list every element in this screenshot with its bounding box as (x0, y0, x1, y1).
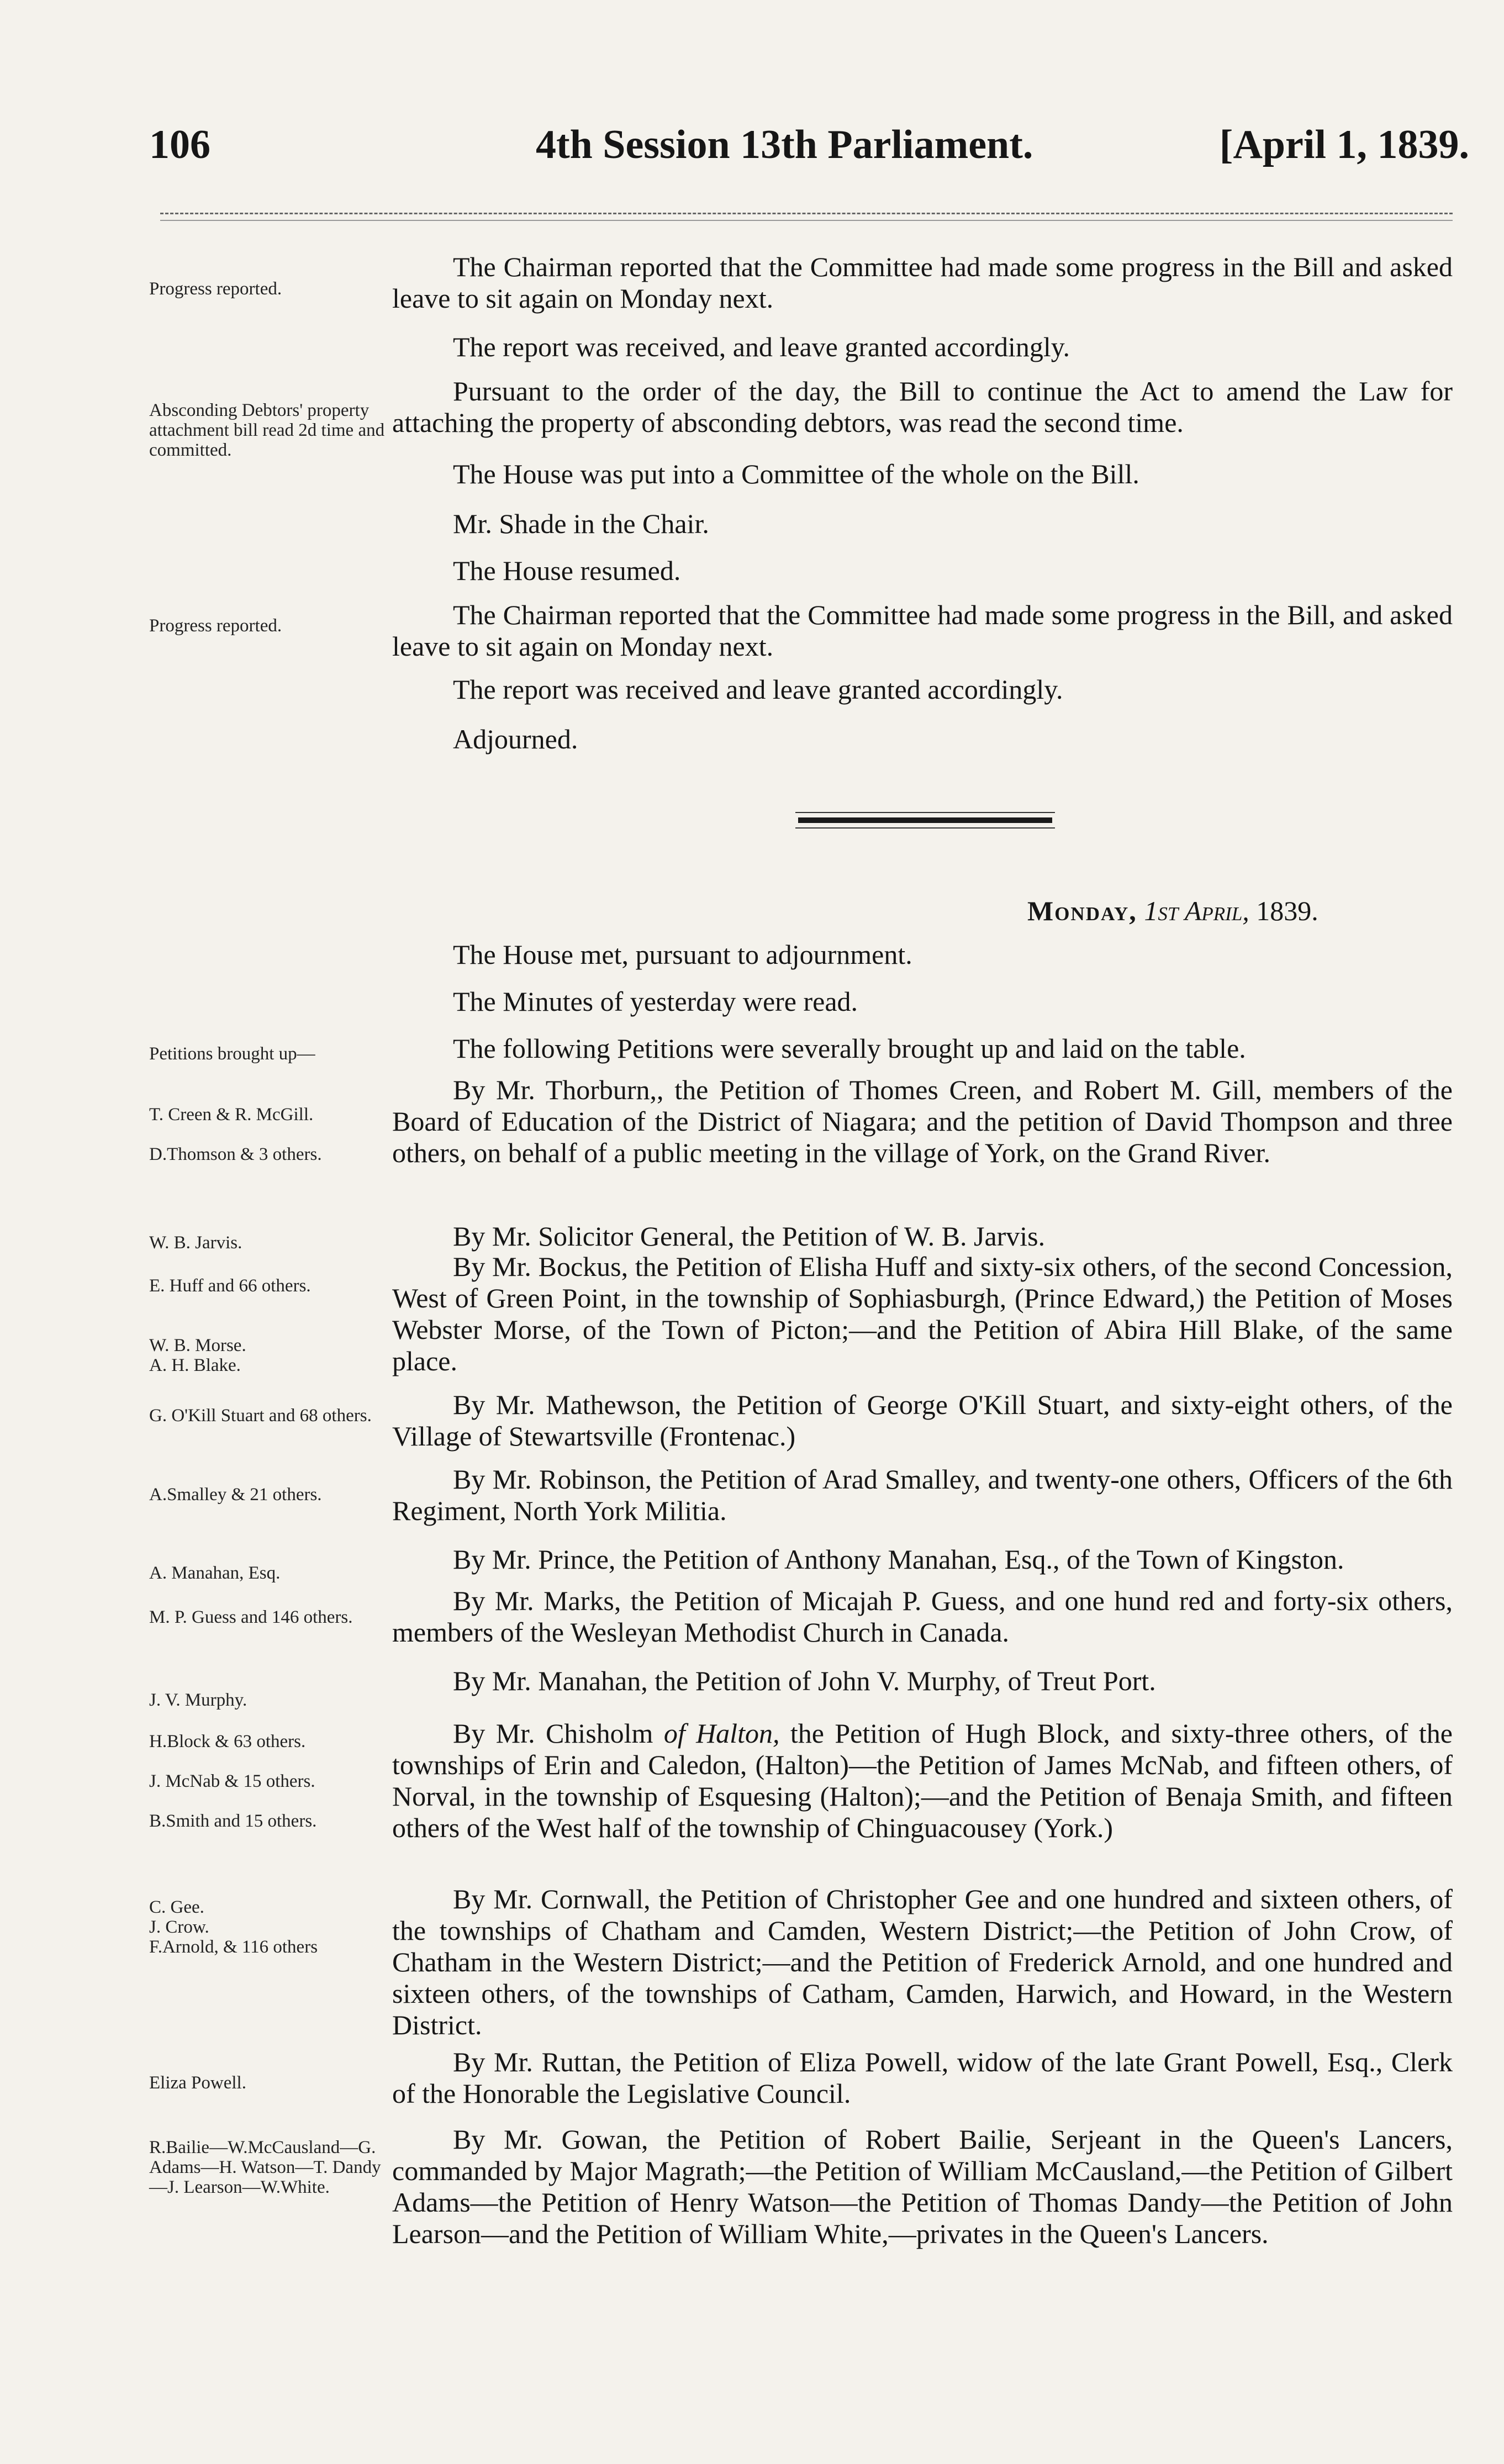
page-header (149, 116, 1469, 177)
entry-text: The following Petitions were severally brought up and laid on the table. (453, 1033, 1246, 1064)
entry-text: By Mr. Mathewson, the Petition of George O'Kill Stuart, and sixty-eight others, of the Village of Stewartsville (Frontenac.) (392, 1389, 1453, 1452)
entry-text: The House was put into a Committee of the whole on the Bill. (453, 458, 1139, 489)
entry-text: By Mr. Gowan, the Petition of Robert Bailie, Serjeant in the Queen's Lancers, commanded by Major Magrath;—the Petition of William McCausland,—the Petition of Gilbert Adams—the Petition of Henry Watson—the Petition of Thomas Dandy—the Petition of John Learson—and the Petition of William White,—privates in the Queen's Lancers. (392, 2124, 1453, 2249)
section-divider (798, 817, 1052, 823)
entry-text: The Chairman reported that the Committee had made some progress in the Bill and asked leave to sit again on Monday next. (392, 251, 1453, 314)
margin-note: G. O'Kill Stuart and 68 others. (149, 1406, 372, 1426)
margin-note: Petitions brought up— (149, 1044, 315, 1064)
sitting-day: Monday, (1027, 895, 1137, 926)
entry-text: The House resumed. (453, 555, 681, 586)
page-number: 106 (149, 122, 210, 167)
entry-text: By Mr. Robinson, the Petition of Arad Smalley, and twenty-one others, Officers of the 6th Regiment, North York Militia. (392, 1464, 1453, 1526)
entry-text: Mr. Shade in the Chair. (453, 508, 709, 539)
entry-text: By Mr. Manahan, the Petition of John V. Murphy, of Treut Port. (453, 1665, 1156, 1696)
header-date: [April 1, 1839. (1219, 122, 1469, 167)
header-rule (160, 213, 1453, 214)
entry-text: By Mr. Cornwall, the Petition of Christopher Gee and one hundred and sixteen others, of the townships of Chatham and Camden, Western District;—the Petition of John Crow, of Chatham in the Western District;—and the Petition of Frederick Arnold, and one hundred and sixteen others, of the townships of Catham, Camden, Harwich, and Howard, in the Western District. (392, 1883, 1453, 2040)
sitting-date (1027, 895, 1318, 927)
sitting-date-day: 1st April, (1144, 895, 1249, 926)
entry-text: The report was received, and leave granted accordingly. (453, 331, 1070, 362)
sitting-year: 1839. (1256, 895, 1318, 926)
entry-text: By Mr. Thorburn,, the Petition of Thomes Creen, and Robert M. Gill, members of the Board of Education of the District of Niagara; and the petition of David Thompson and three others, on behalf of a public meeting in the village of York, on the Grand River. (392, 1074, 1453, 1168)
margin-note: C. Gee. J. Crow. F.Arnold, & 116 others (149, 1897, 318, 1957)
entry-text: By Mr. Prince, the Petition of Anthony Manahan, Esq., of the Town of Kingston. (453, 1544, 1344, 1575)
margin-note: W. B. Jarvis. (149, 1233, 242, 1253)
section-divider-bottom (795, 827, 1055, 829)
margin-note: A. Manahan, Esq. (149, 1563, 281, 1583)
header-rule-secondary (160, 220, 1453, 221)
running-title: 4th Session 13th Parliament. (536, 122, 1033, 167)
entry-text: By Mr. Bockus, the Petition of Elisha Huff and sixty-six others, of the second Concession, West of Green Point, in the township of Sophiasburgh, (Prince Edward,) the Petition of Moses Webster Morse, of the Town of Picton;—and the Petition of Abira Hill Blake, of the same place. (392, 1251, 1453, 1376)
margin-note: Progress reported. (149, 279, 282, 299)
entry-text: Adjourned. (453, 724, 578, 754)
margin-note: H.Block & 63 others. J. McNab & 15 others. B.Smith and 15 others. (149, 1732, 317, 1831)
margin-note: R.Bailie—W.McCausland—G. Adams—H. Watson—T. Dandy—J. Learson—W.White. (149, 2138, 381, 2197)
margin-note: M. P. Guess and 146 others. (149, 1607, 353, 1627)
entry-text: By Mr. Solicitor General, the Petition of W. B. Jarvis. (453, 1221, 1046, 1252)
margin-note: Progress reported. (149, 616, 282, 636)
margin-note: Eliza Powell. (149, 2073, 246, 2093)
entry-text: The Minutes of yesterday were read. (453, 986, 858, 1017)
entry-text: Pursuant to the order of the day, the Bill to continue the Act to amend the Law for attaching the property of absconding debtors, was read the second time. (392, 376, 1453, 438)
margin-note: Absconding Debtors' property attachment bill read 2d time and committed. (149, 400, 385, 460)
entry-text: By Mr. Ruttan, the Petition of Eliza Powell, widow of the late Grant Powell, Esq., Clerk of the Honorable the Legislative Council. (392, 2046, 1453, 2109)
margin-note: A.Smalley & 21 others. (149, 1485, 322, 1505)
entry-text: The Chairman reported that the Committee had made some progress in the Bill, and asked leave to sit again on Monday next. (392, 599, 1453, 662)
entry-text: By Mr. Marks, the Petition of Micajah P. Guess, and one hund red and forty-six others, members of the Wesleyan Methodist Church in Canada. (392, 1585, 1453, 1648)
entry-text: The report was received and leave granted accordingly. (453, 674, 1063, 705)
entry-text: The House met, pursuant to adjournment. (453, 939, 912, 970)
entry-text: By Mr. Chisholm of Halton, the Petition of Hugh Block, and sixty-three others, of the townships of Erin and Caledon, (Halton)—the Petition of James McNab, and fifteen others, of Norval, in the township of Esquesing (Halton);—and the Petition of Benaja Smith, and fifteen others of the West half of the township of Chinguacousey (York.) (392, 1718, 1453, 1843)
margin-note: T. Creen & R. McGill. D.Thomson & 3 others. (149, 1105, 322, 1164)
margin-note: E. Huff and 66 others. W. B. Morse. A. H. Blake. (149, 1276, 311, 1375)
section-divider-top (795, 812, 1055, 813)
margin-note: J. V. Murphy. (149, 1690, 247, 1710)
